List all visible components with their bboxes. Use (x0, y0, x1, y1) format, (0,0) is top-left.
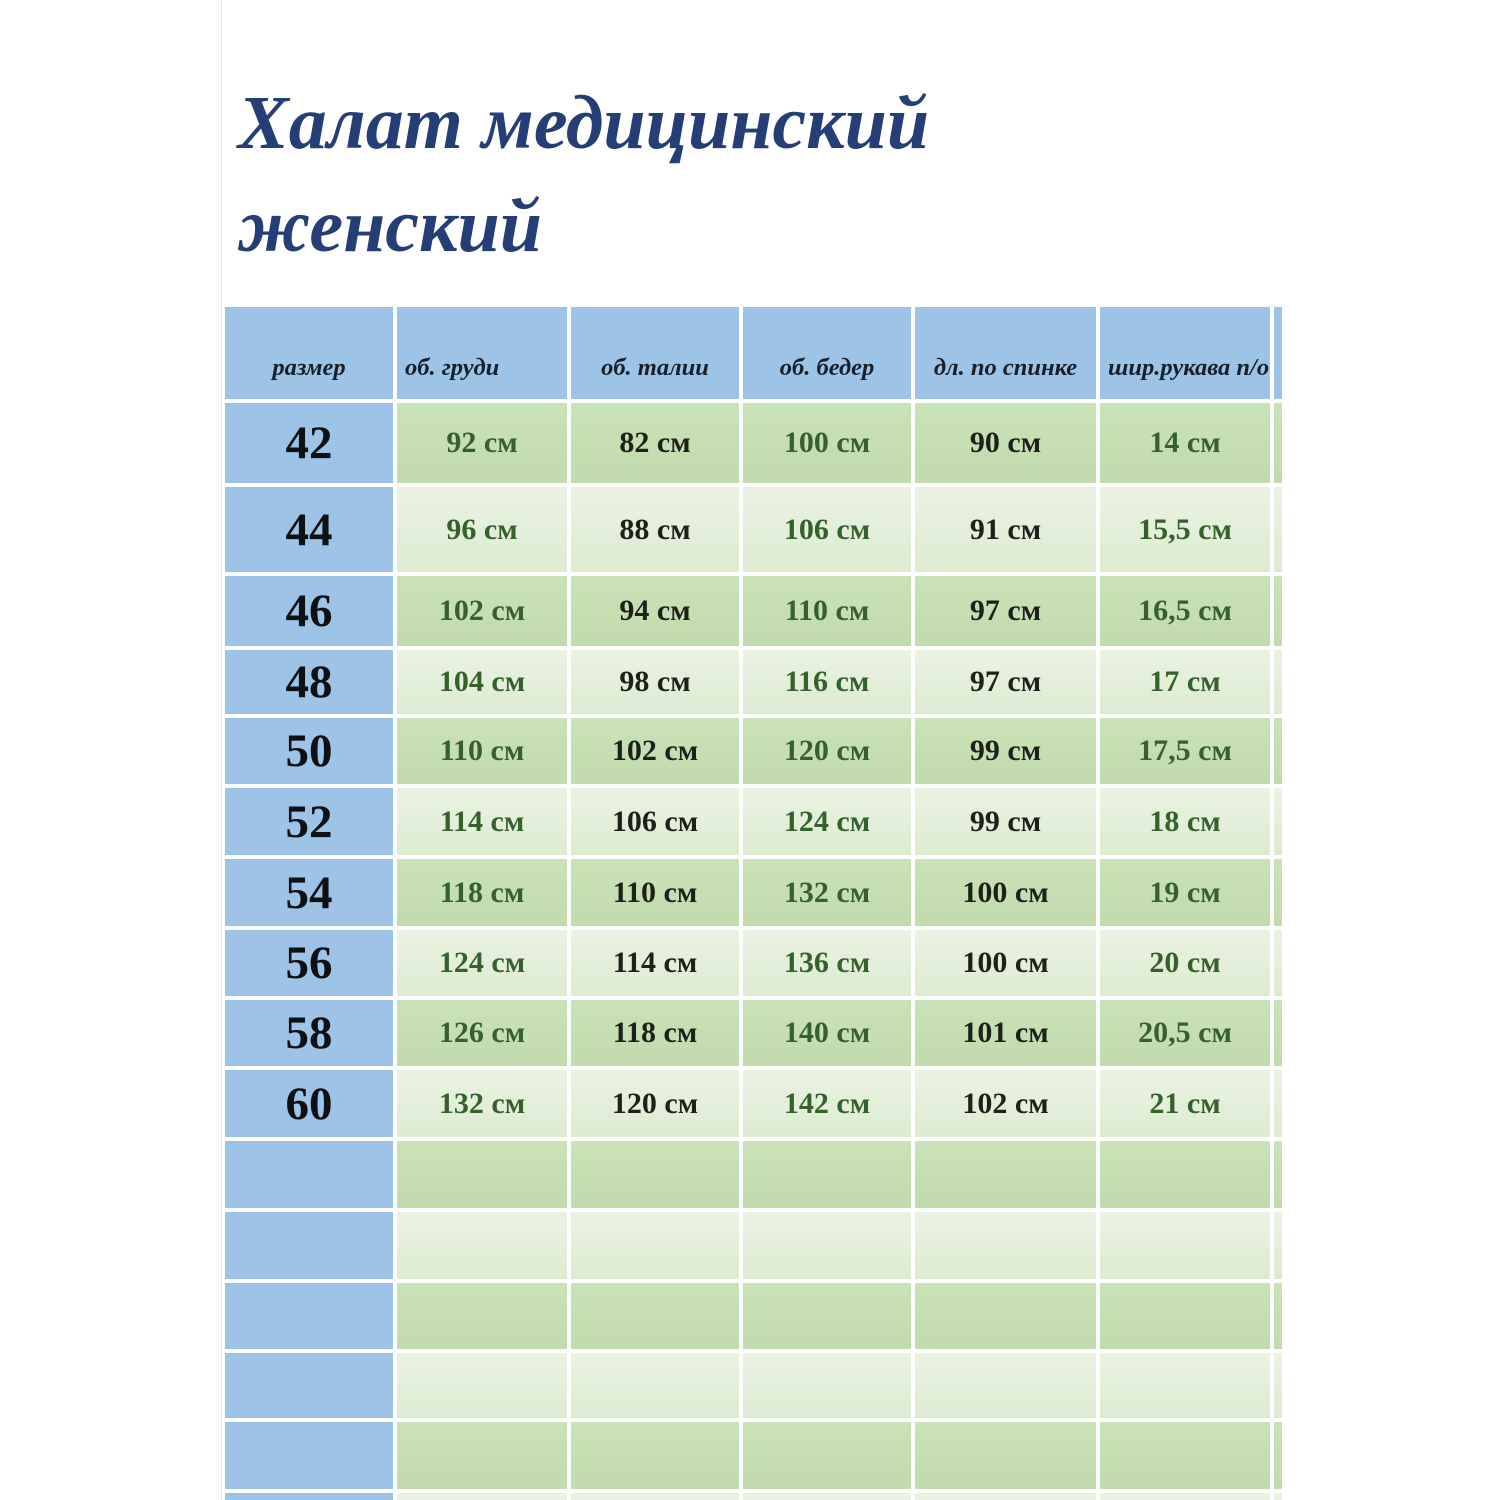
empty-value-cell (1100, 1353, 1270, 1418)
size-cell: 54 (225, 859, 393, 926)
value-cell: 82 см (571, 403, 739, 483)
value-cell: 96 см (397, 487, 567, 572)
empty-value-cell (571, 1141, 739, 1208)
table-row-size-50 (225, 718, 1282, 784)
empty-row (225, 1212, 1282, 1279)
value-cell: 124 см (397, 930, 567, 996)
empty-value-cell (1100, 1212, 1270, 1279)
empty-value-cell (743, 1493, 911, 1500)
value-cell: 15,5 см (1100, 487, 1270, 572)
empty-value-cell (397, 1212, 567, 1279)
cutoff-column-cell (1274, 1070, 1282, 1137)
cutoff-column-cell (1274, 1141, 1282, 1208)
size-cell: 52 (225, 788, 393, 855)
size-cell: 50 (225, 718, 393, 784)
value-cell: 114 см (397, 788, 567, 855)
value-cell: 100 см (743, 403, 911, 483)
table-row-size-56 (225, 930, 1282, 996)
value-cell: 110 см (397, 718, 567, 784)
cutoff-column-cell (1274, 930, 1282, 996)
empty-row (225, 1283, 1282, 1349)
empty-value-cell (397, 1353, 567, 1418)
value-cell: 106 см (743, 487, 911, 572)
value-cell: 21 см (1100, 1070, 1270, 1137)
empty-value-cell (915, 1353, 1096, 1418)
cutoff-column-cell (1274, 650, 1282, 714)
value-cell: 118 см (397, 859, 567, 926)
table-row-size-46 (225, 576, 1282, 646)
empty-value-cell (1100, 1493, 1270, 1500)
empty-value-cell (743, 1141, 911, 1208)
value-cell: 101 см (915, 1000, 1096, 1066)
cutoff-column-cell (1274, 1422, 1282, 1489)
value-cell: 142 см (743, 1070, 911, 1137)
empty-row (225, 1353, 1282, 1418)
cutoff-column-cell (1274, 1212, 1282, 1279)
empty-size-cell (225, 1353, 393, 1418)
empty-size-cell (225, 1141, 393, 1208)
empty-value-cell (571, 1493, 739, 1500)
value-cell: 116 см (743, 650, 911, 714)
empty-value-cell (743, 1283, 911, 1349)
value-cell: 110 см (571, 859, 739, 926)
value-cell: 17,5 см (1100, 718, 1270, 784)
value-cell: 20 см (1100, 930, 1270, 996)
empty-size-cell (225, 1422, 393, 1489)
value-cell: 124 см (743, 788, 911, 855)
product-title-line1: Халат медицинский (238, 81, 930, 165)
size-cell: 60 (225, 1070, 393, 1137)
table-row-size-58 (225, 1000, 1282, 1066)
empty-row (225, 1422, 1282, 1489)
value-cell: 90 см (915, 403, 1096, 483)
empty-value-cell (1100, 1141, 1270, 1208)
empty-value-cell (397, 1422, 567, 1489)
cutoff-column-cell (1274, 1000, 1282, 1066)
cutoff-column-cell (1274, 859, 1282, 926)
empty-value-cell (397, 1493, 567, 1500)
empty-size-cell (225, 1212, 393, 1279)
value-cell: 102 см (915, 1070, 1096, 1137)
cutoff-column-cell (1274, 487, 1282, 572)
value-cell: 110 см (743, 576, 911, 646)
value-cell: 104 см (397, 650, 567, 714)
empty-value-cell (743, 1422, 911, 1489)
value-cell: 18 см (1100, 788, 1270, 855)
value-cell: 99 см (915, 788, 1096, 855)
photo-edge-line (221, 0, 222, 1500)
value-cell: 126 см (397, 1000, 567, 1066)
size-cell: 58 (225, 1000, 393, 1066)
empty-value-cell (915, 1422, 1096, 1489)
size-cell: 42 (225, 403, 393, 483)
cutoff-column-header-cell (1274, 307, 1282, 399)
header-cell-3: об. бедер (743, 307, 911, 399)
value-cell: 100 см (915, 930, 1096, 996)
empty-value-cell (571, 1353, 739, 1418)
cutoff-column-cell (1274, 1283, 1282, 1349)
header-cell-4: дл. по спинке (915, 307, 1096, 399)
size-cell: 46 (225, 576, 393, 646)
header-cell-1: об. груди (397, 307, 567, 399)
product-title-line2: женский (238, 184, 543, 268)
value-cell: 19 см (1100, 859, 1270, 926)
cutoff-column-cell (1274, 788, 1282, 855)
value-cell: 106 см (571, 788, 739, 855)
value-cell: 17 см (1100, 650, 1270, 714)
value-cell: 14 см (1100, 403, 1270, 483)
empty-value-cell (915, 1493, 1096, 1500)
value-cell: 92 см (397, 403, 567, 483)
value-cell: 94 см (571, 576, 739, 646)
empty-value-cell (743, 1212, 911, 1279)
value-cell: 16,5 см (1100, 576, 1270, 646)
header-row (225, 307, 1282, 399)
value-cell: 132 см (743, 859, 911, 926)
header-cell-5: шир.рукава п/о (1100, 307, 1270, 399)
value-cell: 114 см (571, 930, 739, 996)
cutoff-column-cell (1274, 403, 1282, 483)
value-cell: 132 см (397, 1070, 567, 1137)
value-cell: 118 см (571, 1000, 739, 1066)
table-row-size-42 (225, 403, 1282, 483)
cutoff-column-cell (1274, 576, 1282, 646)
empty-row (225, 1493, 1282, 1500)
value-cell: 20,5 см (1100, 1000, 1270, 1066)
value-cell: 102 см (571, 718, 739, 784)
value-cell: 136 см (743, 930, 911, 996)
cutoff-column-cell (1274, 718, 1282, 784)
size-table (225, 307, 1282, 1500)
size-cell: 56 (225, 930, 393, 996)
empty-value-cell (1100, 1283, 1270, 1349)
value-cell: 97 см (915, 650, 1096, 714)
empty-value-cell (915, 1212, 1096, 1279)
empty-value-cell (571, 1283, 739, 1349)
empty-size-cell (225, 1283, 393, 1349)
size-cell: 44 (225, 487, 393, 572)
empty-value-cell (1100, 1422, 1270, 1489)
value-cell: 120 см (743, 718, 911, 784)
value-cell: 88 см (571, 487, 739, 572)
table-row-size-48 (225, 650, 1282, 714)
size-cell: 48 (225, 650, 393, 714)
table-row-size-54 (225, 859, 1282, 926)
value-cell: 140 см (743, 1000, 911, 1066)
empty-value-cell (743, 1353, 911, 1418)
empty-size-cell (225, 1493, 393, 1500)
empty-value-cell (397, 1283, 567, 1349)
value-cell: 91 см (915, 487, 1096, 572)
cutoff-column-cell (1274, 1353, 1282, 1418)
value-cell: 97 см (915, 576, 1096, 646)
cutoff-column-cell (1274, 1493, 1282, 1500)
value-cell: 120 см (571, 1070, 739, 1137)
table-row-size-44 (225, 487, 1282, 572)
empty-value-cell (915, 1141, 1096, 1208)
value-cell: 98 см (571, 650, 739, 714)
table-row-size-60 (225, 1070, 1282, 1137)
value-cell: 100 см (915, 859, 1096, 926)
empty-value-cell (915, 1283, 1096, 1349)
value-cell: 99 см (915, 718, 1096, 784)
header-cell-0: размер (225, 307, 393, 399)
empty-row (225, 1141, 1282, 1208)
empty-value-cell (571, 1422, 739, 1489)
product-title (238, 72, 929, 278)
empty-value-cell (571, 1212, 739, 1279)
value-cell: 102 см (397, 576, 567, 646)
header-cell-2: об. талии (571, 307, 739, 399)
table-row-size-52 (225, 788, 1282, 855)
empty-value-cell (397, 1141, 567, 1208)
